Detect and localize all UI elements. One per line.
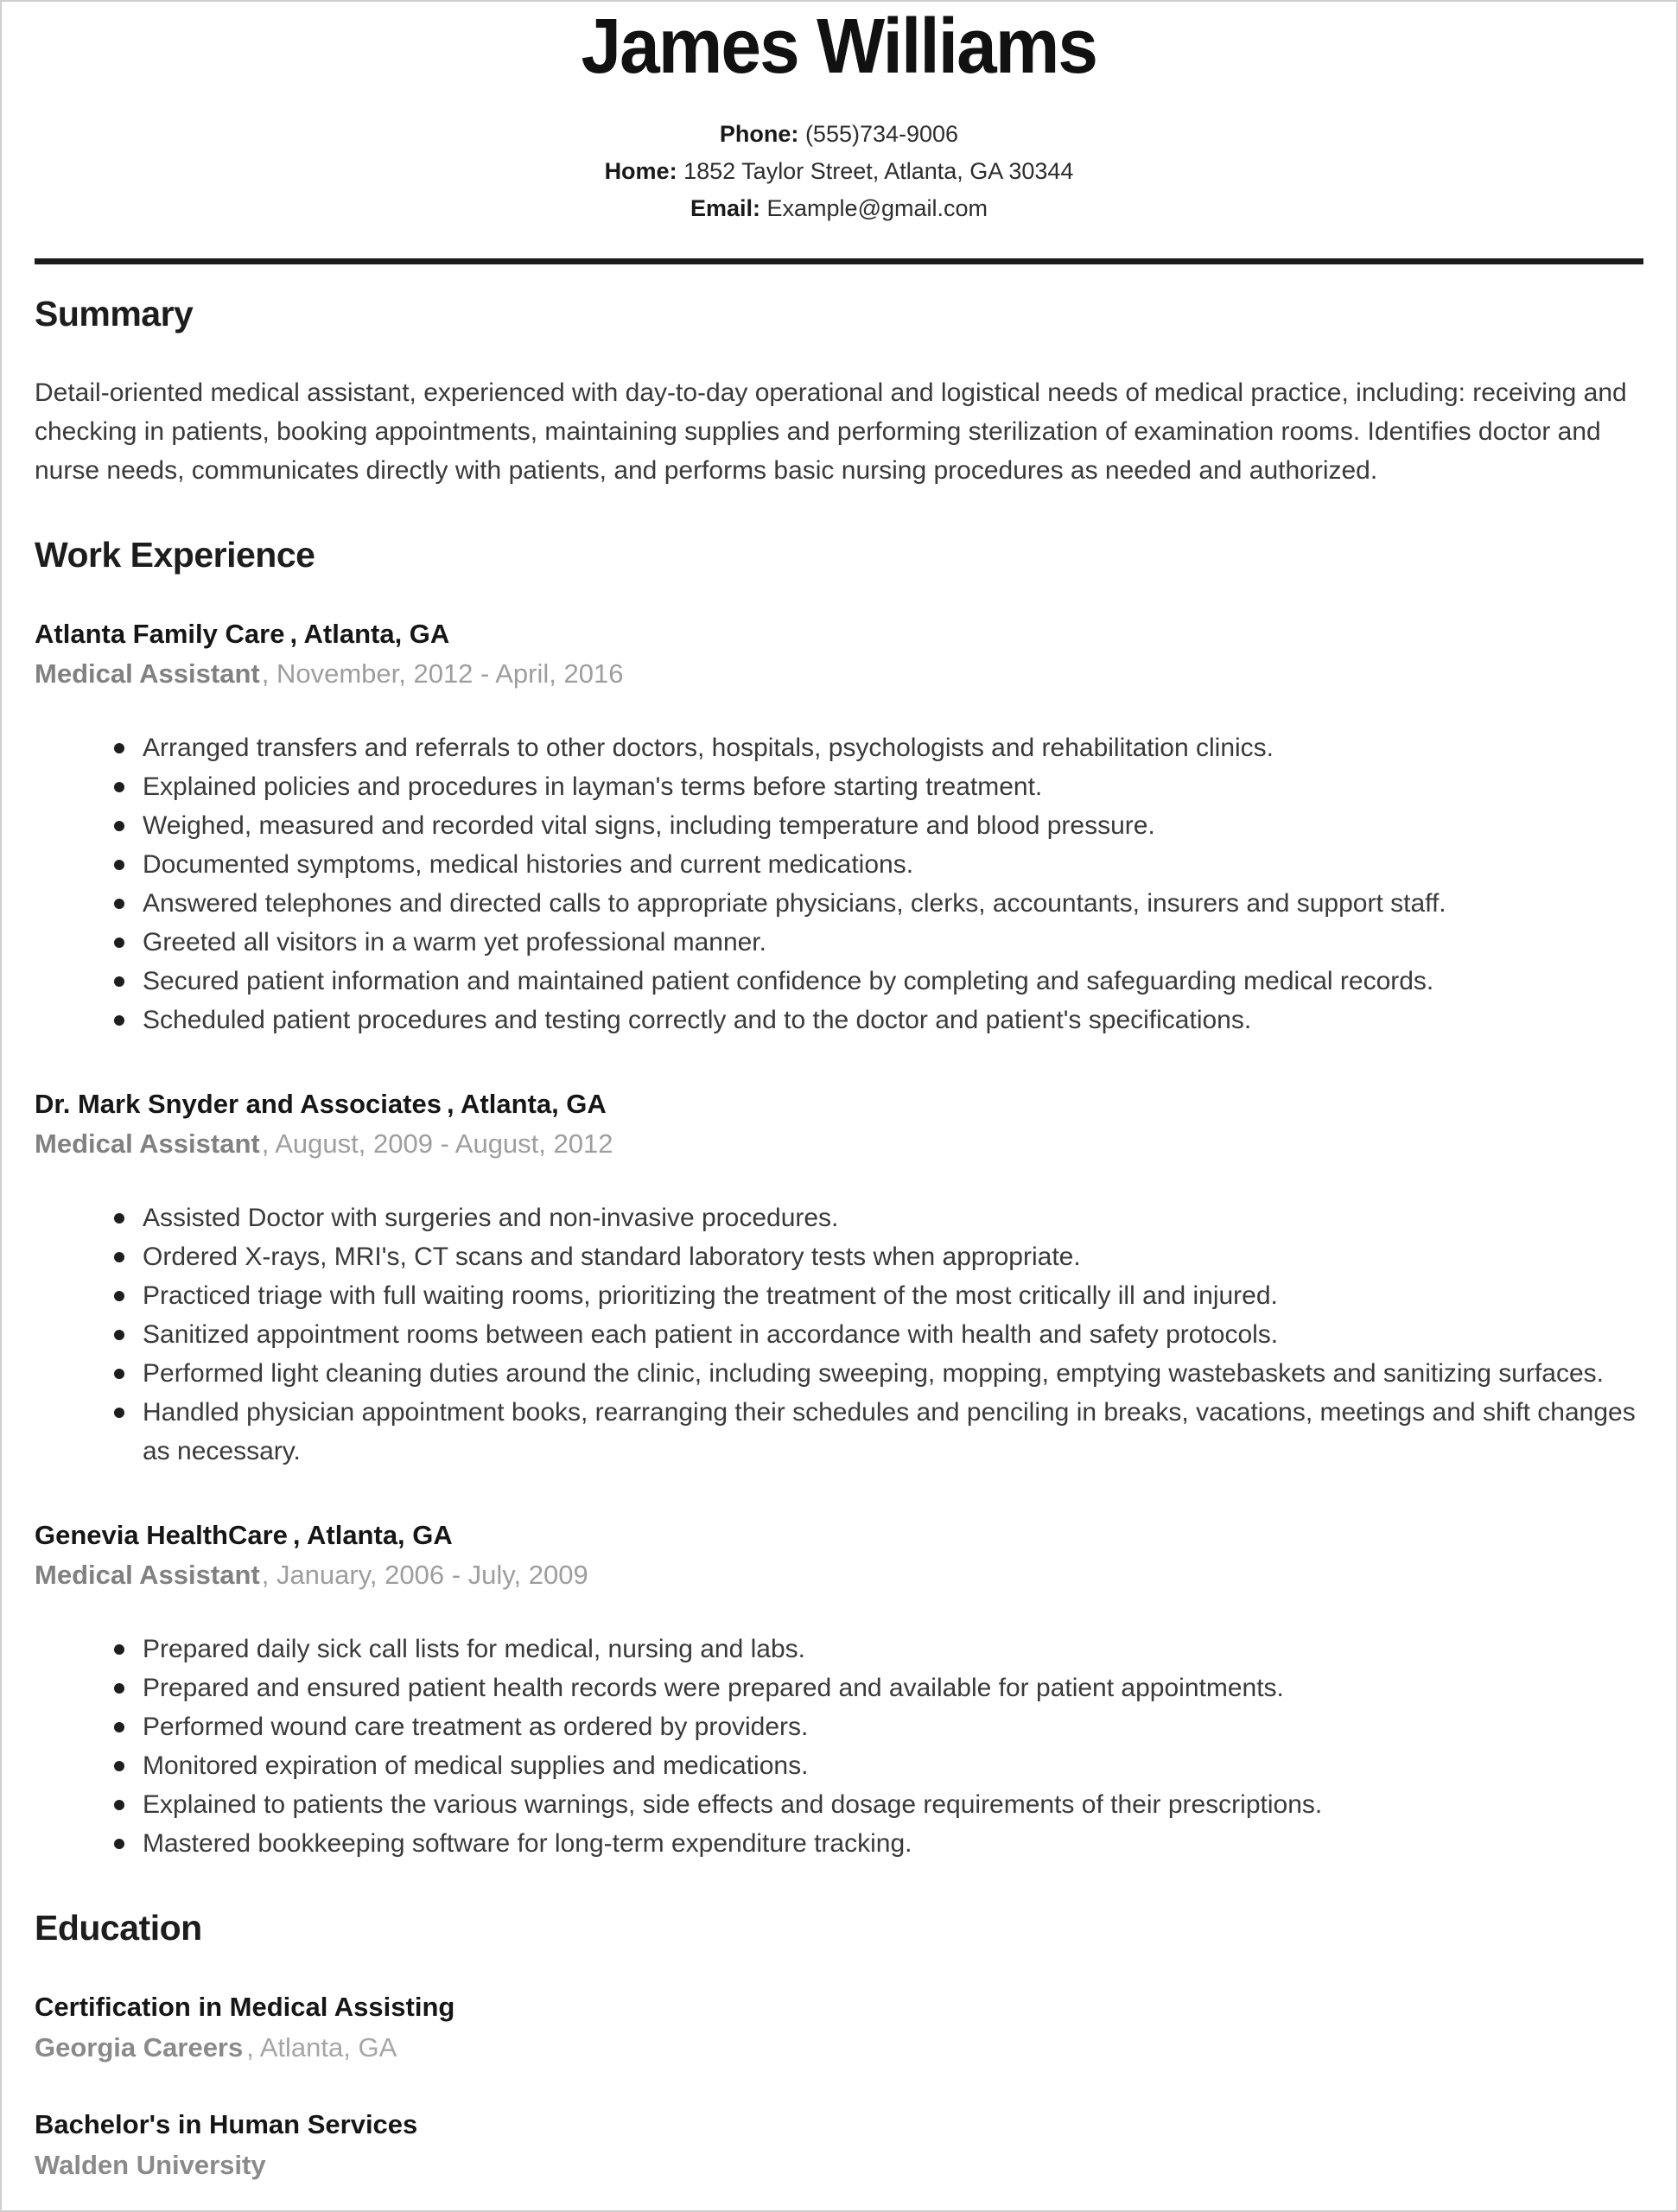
- contact-email-line: [35, 190, 1643, 227]
- job-dates: , November, 2012 - April, 2016: [261, 658, 624, 689]
- duty-item: Greeted all visitors in a warm yet professional manner.: [114, 923, 1643, 962]
- education-school-line: [35, 2031, 1643, 2065]
- job-company-line: [35, 618, 1643, 651]
- resume-name: [35, 5, 1643, 88]
- duty-item: Answered telephones and directed calls to appropriate physicians, clerks, accountants, insurers and support staff.: [114, 884, 1643, 923]
- job-meta-line: [35, 1128, 1643, 1160]
- job-meta-line: [35, 1559, 1643, 1592]
- job-dates: , January, 2006 - July, 2009: [261, 1560, 588, 1590]
- duty-item: Mastered bookkeeping software for long-term expenditure tracking.: [114, 1824, 1643, 1863]
- summary-heading: Summary: [35, 294, 194, 334]
- education-school: Walden University: [35, 2150, 266, 2180]
- phone-label: Phone:: [719, 121, 799, 147]
- education-school: Georgia Careers: [35, 2032, 244, 2063]
- job-title: Medical Assistant: [35, 658, 260, 689]
- job-duties-list: [35, 728, 1643, 1039]
- duty-item: Explained to patients the various warnings, side effects and dosage requirements of their prescriptions.: [114, 1785, 1643, 1824]
- duty-item: Performed wound care treatment as ordered by providers.: [114, 1707, 1643, 1746]
- duty-item: Documented symptoms, medical histories and current medications.: [114, 845, 1643, 884]
- duty-item: Weighed, measured and recorded vital signs, including temperature and blood pressure.: [114, 806, 1643, 845]
- education-entry-certification: [35, 1989, 1643, 2065]
- education-heading: Education: [35, 1908, 202, 1948]
- duty-item: Ordered X-rays, MRI's, CT scans and standard laboratory tests when appropriate.: [114, 1237, 1643, 1276]
- contact-home-line: [35, 153, 1643, 190]
- job-location: , Atlanta, GA: [446, 1089, 607, 1119]
- education-degree: Certification in Medical Assisting: [35, 1992, 455, 2022]
- education-entry-bachelors: [35, 2107, 1643, 2183]
- job-company: Genevia HealthCare: [35, 1520, 288, 1550]
- job-title: Medical Assistant: [35, 1560, 260, 1590]
- job-location: , Atlanta, GA: [289, 619, 450, 649]
- job-duties-list: [35, 1198, 1643, 1471]
- job-entry-genevia-healthcare: [35, 1519, 1643, 1863]
- job-meta-line: [35, 658, 1643, 690]
- job-entry-dr-mark-snyder: [35, 1088, 1643, 1471]
- duty-item: Prepared daily sick call lists for medical, nursing and labs.: [114, 1630, 1643, 1669]
- duty-item: Assisted Doctor with surgeries and non-invasive procedures.: [114, 1198, 1643, 1237]
- duty-item: Secured patient information and maintained patient confidence by completing and safeguarding medical records.: [114, 962, 1643, 1001]
- duty-item: Monitored expiration of medical supplies and medications.: [114, 1746, 1643, 1785]
- resume-page: [2, 5, 1676, 2183]
- email-label: Email:: [690, 195, 760, 221]
- home-label: Home:: [604, 158, 677, 184]
- duty-item: Performed light cleaning duties around the clinic, including sweeping, mopping, emptying wastebaskets and sanitizing surfaces.: [114, 1354, 1643, 1393]
- home-value: 1852 Taylor Street, Atlanta, GA 30344: [683, 158, 1074, 184]
- job-company-line: [35, 1088, 1643, 1121]
- job-company: Atlanta Family Care: [35, 619, 285, 649]
- job-company-line: [35, 1519, 1643, 1552]
- job-location: , Atlanta, GA: [292, 1520, 453, 1550]
- header-divider: [35, 258, 1643, 264]
- summary-text: Detail-oriented medical assistant, experienced with day-to-day operational and logistical needs of medical practice, including: receiving and checking in patients, booking appointments, maintaining supplies and performing sterilization of examination rooms. Identifies doctor and nurse needs, communicates directly with patients, and performs basic nursing procedures as needed and authorized.: [35, 378, 1627, 485]
- duty-item: Handled physician appointment books, rearranging their schedules and penciling in breaks, vacations, meetings and shift changes as necessary.: [114, 1393, 1643, 1471]
- education-school-location: , Atlanta, GA: [246, 2032, 397, 2063]
- resume-name-text: James Williams: [581, 3, 1097, 90]
- job-dates: , August, 2009 - August, 2012: [261, 1128, 613, 1159]
- education-school-line: [35, 2148, 1643, 2183]
- duty-item: Practiced triage with full waiting rooms, prioritizing the treatment of the most critically ill and injured.: [114, 1276, 1643, 1315]
- duty-item: Scheduled patient procedures and testing correctly and to the doctor and patient's specifications.: [114, 1001, 1643, 1039]
- job-entry-atlanta-family-care: [35, 618, 1643, 1039]
- job-duties-list: [35, 1630, 1643, 1863]
- phone-value: (555)734-9006: [804, 121, 959, 147]
- job-company: Dr. Mark Snyder and Associates: [35, 1089, 442, 1119]
- work-experience-heading: Work Experience: [35, 535, 315, 575]
- contact-phone-line: [35, 116, 1643, 153]
- duty-item: Sanitized appointment rooms between each patient in accordance with health and safety protocols.: [114, 1315, 1643, 1354]
- email-value: Example@gmail.com: [766, 195, 988, 221]
- duty-item: Prepared and ensured patient health records were prepared and available for patient appointments.: [114, 1669, 1643, 1707]
- job-title: Medical Assistant: [35, 1128, 260, 1159]
- duty-item: Arranged transfers and referrals to other doctors, hospitals, psychologists and rehabilitation clinics.: [114, 728, 1643, 767]
- duty-item: Explained policies and procedures in layman's terms before starting treatment.: [114, 767, 1643, 806]
- contact-block: [35, 116, 1643, 227]
- education-degree: Bachelor's in Human Services: [35, 2109, 418, 2139]
